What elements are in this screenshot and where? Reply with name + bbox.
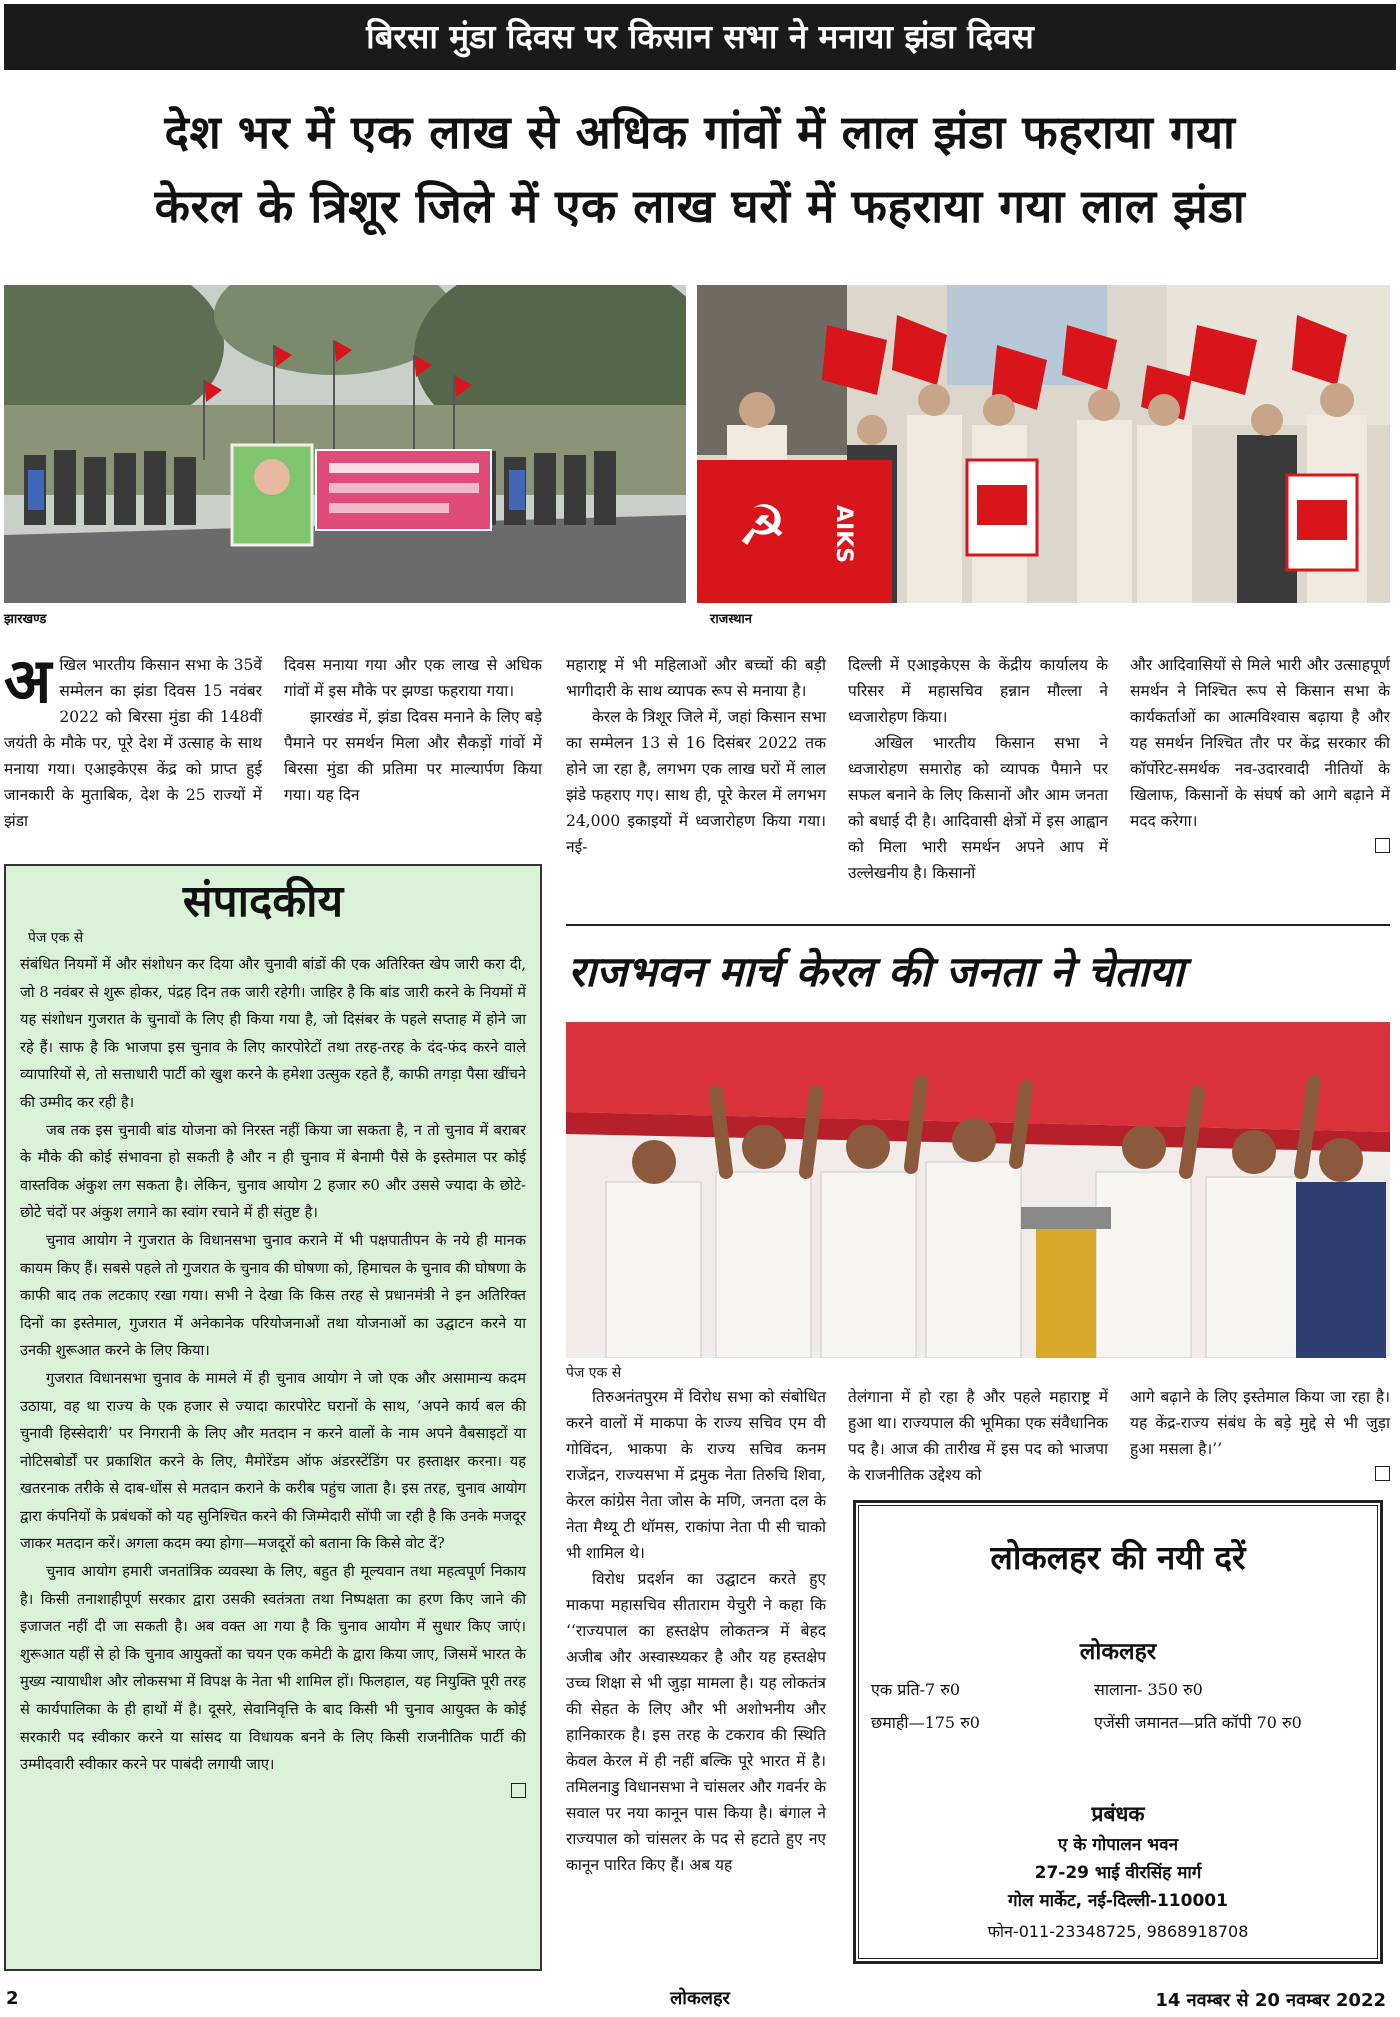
photo-rajasthan (697, 285, 1390, 603)
editorial-paragraph: चुनाव आयोग ने गुजरात के विधानसभा चुनाव कराने में भी पक्षपातीपन के नये ही मानक कायम किए हैं। सबसे पहले तो गुजरात के चुनाव की घोषणा को, हिमाचल के चुनाव की घोषणा के काफी बाद तक लटकाए रखा गया। सभी ने देखा कि किस तरह से प्रधानमंत्री ने इन अतिरिक्त दिनों का इस्तेमाल, गुजरात में अनेकानेक परियोजनाओं तथा योजनाओं का उद्घाटन करने या उनकी शुरूआत करने के लिए किया। (20, 1231, 526, 1360)
article-column-1-text: खिल भारतीय किसान सभा के 35वें सम्मेलन का झंडा दिवस 15 नवंबर 2022 को बिरसा मुंडा की 148वीं जयंती के मौके पर, पूरे देश में उत्साह के साथ मनाया गया। एआइकेएस केंद्र को प्राप्त हुई जानकारी के मुताबिक, देश के 25 राज्यों में झंडा (4, 656, 262, 830)
drop-cap: अ (4, 644, 52, 717)
rate-single-copy: एक प्रति-7 रु0 (871, 1680, 961, 1699)
article-paragraph: दिल्ली में एआइकेएस के केंद्रीय कार्यालय के परिसर में महासचिव हन्नान मौल्ला ने ध्वजारोहण किया। (848, 656, 1108, 726)
march-paragraph: आगे बढ़ाने के लिए इस्तेमाल किया जा रहा है। यह केंद्र-राज्य संबंध के बड़े मुद्दे से भी जुड़ा हुआ मसला है।’’ (1130, 1388, 1390, 1458)
march-paragraph: तेलंगाना में हो रहा है और पहले महाराष्ट्र में हुआ था। राज्यपाल की भूमिका एक संवैधानिक पद है। आज की तारीख में इस पद को भाजपा के राजनीतिक उद्देश्य को (848, 1388, 1108, 1484)
address-line-2: 27-29 भाई वीरसिंह मार्ग (1034, 1863, 1202, 1883)
article-paragraph: झारखंड में, झंडा दिवस मनाने के लिए बड़े पैमाने पर समर्थन मिला और सैकड़ों गांवों में बिरसा मुंडा की प्रतिमा पर माल्यार्पण किया गया। यह दिन (284, 708, 542, 804)
footer-paper-name: लोकलहर (670, 1988, 730, 2009)
section-banner: बिरसा मुंडा दिवस पर किसान सभा ने मनाया झंडा दिवस (4, 4, 1396, 70)
rates-paper-name: लोकलहर (1079, 1639, 1157, 1665)
editorial-paragraph: गुजरात विधानसभा चुनाव के मामले में ही चुनाव आयोग ने जो एक और असामान्य कदम उठाया, वह था राज्य के एक हजार से ज्यादा कारपोरेट घरानों के साथ, ‘अपने कार्य बल की चुनावी हिस्सेदारी’ पर निगरानी के लिए और मतदान न करने वालों के नाम अपने वैबसाइटों या नोटिसबोर्डों पर प्रकाशित करने के लिए, मैमोरेंडम ऑफ अंडरस्टेंडिंग पर हस्ताक्षर करना। यह खतरनाक तरीके से दाब-धोंस से मतदान कराने के करीब पहुंच जाता है। इस तरह, चुनाव आयोग द्वारा कंपनियों के प्रबंधकों को यह सुनिश्चित करने की जिम्मेदारी सोंपी जा रही है कि उनके मजदूर जाकर मतदान करें। अगला कदम क्या होगा—मजदूरों को बताना कि किसे वोट दें? (20, 1369, 526, 1553)
photo-caption-left: झारखण्ड (4, 612, 47, 627)
editorial-title: संपादकीय (182, 876, 344, 927)
article-column-3 (566, 652, 826, 860)
address-line-1: ए के गोपालन भवन (1057, 1835, 1179, 1855)
photo-jharkhand-illustration (4, 285, 686, 603)
march-paragraph: तिरुअनंतपुरम में विरोध सभा को संबोधित करने वालों में माकपा के राज्य सचिव एम वी गोविंदन, भाकपा के राज्य सचिव कनम राजेंद्रन, राज्यसभा में द्रमुक नेता तिरुचि शिवा, केरल कांग्रेस नेता जोस के मणि, जनता दल के नेता मैथ्यू टी थॉमस, राकांपा नेता पी सी चाको भी शामिल थे। (566, 1388, 826, 1562)
article-paragraph: महाराष्ट्र में भी महिलाओं और बच्चों की बड़ी भागीदारी के साथ व्यापक रूप से मनाया है। (566, 656, 826, 700)
subscription-rates-box (853, 1500, 1383, 1964)
photo-rajasthan-illustration (697, 285, 1390, 603)
editorial-paragraph: चुनाव आयोग हमारी जनतांत्रिक व्यवस्था के लिए, बहुत ही मूल्यवान तथा महत्वपूर्ण निकाय है। किसी तनाशाहीपूर्ण सरकार द्वारा उसकी स्वतंत्रता तथा निष्पक्षता का हरण किए जाने की इजाजत नहीं दी जा सकती है। अब वक्त आ गया है कि चुनाव आयोग में सुधार किए जाएं। शुरूआत यहीं से हो कि चुनाव आयुक्तों का चयन एक कमेटी के द्वारा किया जाए, जिसमें भारत के मुख्य न्यायाधीश और लोकसभा में विपक्ष के नेता भी शामिल हों। फिलहाल, यह नियुक्ति पूरी तरह से कार्यपालिका के ही हाथों में है। दूसरे, सेवानिवृत्ति के बाद किसी भी चुनाव आयुक्त के कोई सरकारी पद स्वीकार करने या सांसद या विधायक बनने के लिए किसी राजनीतिक पार्टी की उम्मीदवारी स्वीकार करने पर पाबंदी लगायी जाए। (20, 1563, 526, 1774)
editorial-continued-label: पेज एक से (28, 930, 84, 946)
photo-caption-right: राजस्थान (710, 612, 753, 627)
page-number: 2 (6, 1988, 19, 2009)
editorial-paragraph: जब तक इस चुनावी बांड योजना को निरस्त नहीं किया जा सकता है, न तो चुनाव में बराबर के मौके की कोई संभावना हो सकती है और न ही चुनाव में बेनामी पैसे के इस्तेमाल पर कोई वास्तविक अंकुश लग सकता है। लेकिन, चुनाव आयोग 2 हजार रु0 और उससे ज्यादा के छोटे-छोटे चंदों पर अंकुश लगाने का स्वांग रचाने में ही संतुष्ट है। (20, 1121, 526, 1222)
march-story-title: राजभवन मार्च केरल की जनता ने चेताया (568, 947, 1185, 996)
banner-aiks-text: AIKS (831, 505, 856, 564)
footer-issue-date: 14 नवम्बर से 20 नवम्बर 2022 (1155, 1990, 1386, 2011)
photo-march-illustration (566, 1022, 1390, 1358)
article-paragraph: दिवस मनाया गया और एक लाख से अधिक गांवों में इस मौके पर झण्डा फहराया गया। (284, 656, 542, 700)
article-paragraph: केरल के त्रिशूर जिले में, जहां किसान सभा का सम्मेलन 13 से 16 दिसंबर 2022 तक होने जा रहा है, लगभग एक लाख घरों में लाल झंडे फहराए गए। साथ ही, पूरे केरल में लगभग 24,000 इकाइयों में ध्वजारोहण किया गया। नई- (566, 708, 826, 856)
article-paragraph: और आदिवासियों से मिले भारी और उत्साहपूर्ण समर्थन ने निश्चित रूप से किसान सभा के कार्यकर्ताओं का आत्मविश्वास बढ़ाया है और यह समर्थन निश्चित तौर पर केंद्र सरकार की कॉर्पोरेट-समर्थक नव-उदारवादी नीतियों के खिलाफ, किसानों के संघर्ष को आगे बढ़ाने में मदद करेगा। (1130, 656, 1390, 830)
march-column-2 (848, 1384, 1108, 1488)
end-mark-icon (1375, 838, 1390, 853)
address-line-3: गोल मार्केट, नई-दिल्ली-110001 (1008, 1891, 1228, 1911)
end-mark-icon (1375, 1466, 1390, 1481)
article-paragraph: अखिल भारतीय किसान सभा ने ध्वजारोहण समारोह को व्यापक पैमाने पर सफल बनाने के लिए किसानों और आम जनता को बधाई दी है। आदिवासी क्षेत्रों में इस आह्वान को मिला भारी समर्थन अपने आप में उल्लेखनीय है। किसानों (848, 734, 1108, 882)
march-column-3 (1130, 1384, 1390, 1481)
editorial-paragraph: संबंधित नियमों में और संशोधन कर दिया और चुनावी बांडों की एक अतिरिक्त खेप जारी करा दी, जो 8 नवंबर से शुरू होकर, पंद्रह दिन तक जारी रहेगी। जाहिर है कि बांड जारी करने के नियमों में यह संशोधन गुजरात के चुनावों के लिए ही किया गया है, जो दिसंबर के पहले सप्ताह में होने जा रहे हैं। साफ है कि भाजपा इस चुनाव के लिए कारपोरेटों तथा तरह-तरह के दंद-फंद करने वाले व्यापारियों से, तो सत्ताधारी पार्टी को खुश करने के हमेशा उत्सुक रहते हैं, काफी तगड़ा पैसा खींचने की उम्मीद कर रही है। (20, 956, 526, 1111)
article-column-2 (284, 652, 542, 808)
svg-text:☭: ☭ (737, 494, 788, 559)
article-column-1 (4, 644, 262, 834)
march-paragraph: विरोध प्रदर्शन का उद्घाटन करते हुए माकपा महासचिव सीताराम येचुरी ने कहा कि ‘‘राज्यपाल का हस्तक्षेप लोकतन्त्र में बेहद अजीब और अस्वास्थ्यकर है और यह हस्तक्षेप उच्च शिक्षा से भी जुड़ा मामला है। यह लोकतंत्र की सेहत के लिए और भी अशोभनीय और हानिकारक है। इस तरह के टकराव की स्थिति केवल केरल में ही नहीं बल्कि पूरे भारत में है। तमिलनाडु विधानसभा ने चांसलर और गवर्नर के सवाल पर नया कानून पास किया है। बंगाल ने राज्यपाल को चांसलर के पद से हटाते हुए नए कानून पारित किए हैं। अब यह (566, 1570, 826, 1874)
contact-phone: फोन-011-23348725, 9868918708 (987, 1922, 1249, 1941)
photo-jharkhand (4, 285, 686, 603)
rate-agency-deposit: एजेंसी जमानत—प्रति कॉपी 70 रु0 (1094, 1713, 1302, 1732)
section-divider (566, 924, 1390, 926)
editorial-box (4, 864, 542, 1971)
rates-title: लोकलहर की नयी दरें (990, 1538, 1246, 1577)
march-continued-label: पेज एक से (566, 1365, 622, 1381)
march-column-1 (566, 1362, 826, 1878)
article-column-4 (848, 652, 1108, 886)
photo-rajbhavan-march (566, 1022, 1390, 1358)
rate-annual: सालाना- 350 रु0 (1094, 1680, 1203, 1699)
editorial-body (20, 951, 526, 1779)
article-column-5 (1130, 652, 1390, 853)
headline-line-1: देश भर में एक लाख से अधिक गांवों में लाल झंडा फहराया गया (164, 105, 1236, 159)
rate-half-yearly: छमाही—175 रु0 (871, 1713, 980, 1732)
manager-label: प्रबंधक (1091, 1802, 1145, 1826)
headline-line-2: केरल के त्रिशूर जिले में एक लाख घरों में फहराया गया लाल झंडा (154, 179, 1246, 233)
end-mark-icon (511, 1783, 526, 1798)
